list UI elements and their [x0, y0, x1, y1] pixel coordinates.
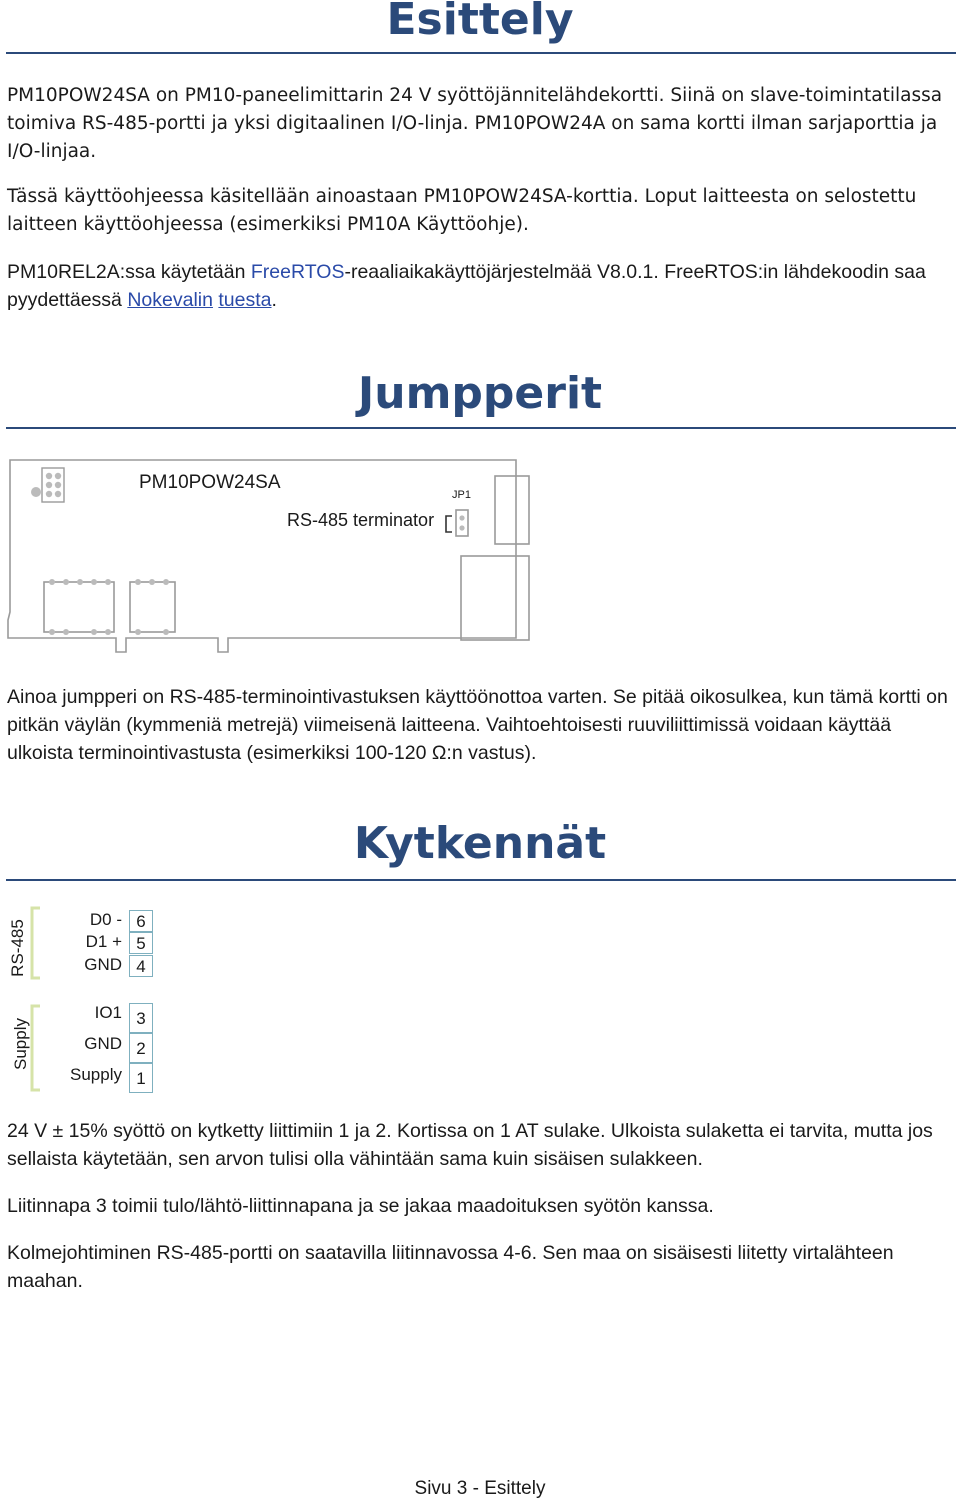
- intro-paragraph-3: [7, 258, 952, 314]
- board-name: PM10POW24SA: [139, 472, 281, 493]
- support-link[interactable]: tuesta: [218, 289, 272, 311]
- jumper-label: RS-485 terminator: [287, 510, 435, 530]
- pin-name-1: Supply: [70, 1065, 122, 1084]
- section-divider: [6, 52, 956, 54]
- pin-number-6: 6: [129, 910, 153, 932]
- connector-block-upper: [495, 476, 529, 544]
- connections-paragraph-1: 24 V ± 15% syöttö on kytketty liittimiin 1 ja 2. Kortissa on 1 AT sulake. Ulkoista sulaketta ei tarvita, mutta jos sellaista käytetään, sen arvon tulisi olla vähintään sama kuin sisäisen sulakkeen.: [7, 1120, 933, 1170]
- group-label-rs485: RS-485: [8, 919, 27, 977]
- pin-number-1: 1: [129, 1063, 153, 1093]
- page-footer: Sivu 3 - Esittely: [414, 1478, 546, 1499]
- jumper-jp1: [456, 510, 468, 536]
- section-divider: [6, 427, 956, 429]
- jumper-bracket: [446, 516, 452, 532]
- connector-block-lower: [461, 556, 529, 640]
- intro-p3-text-a: PM10REL2A:ssa käytetään: [7, 261, 251, 283]
- intro-paragraph-2: Tässä käyttöohjeessa käsitellään ainoastaan PM10POW24SA-korttia. Loput laitteesta on selostettu laitteen käyttöohjeessa (esimerkiksi PM10A Käyttöohje).: [7, 186, 917, 235]
- connections-paragraph-3: Kolmejohtiminen RS-485-portti on saatavilla liitinnavossa 4-6. Sen maa on sisäisesti liitetty virtalähteen maahan.: [7, 1242, 894, 1292]
- pin-name-2: GND: [84, 1034, 122, 1053]
- section-divider: [6, 879, 956, 881]
- intro-paragraph-1: PM10POW24SA on PM10-paneelimittarin 24 V syöttöjännitelähdekortti. Siinä on slave-toimintatilassa toimiva RS-485-portti ja yksi digitaalinen I/O-linja. PM10POW24A on sama kortti ilman sarjaporttia ja I/O-linjaa.: [7, 85, 943, 162]
- section-title-jumpers: Jumpperit: [357, 368, 603, 419]
- intro-p3-text-b: -reaaliaikakäyttöjärjestelmää V8.0.1. FreeRTOS:in lähdekoodin saa pyydettäessä: [7, 261, 926, 311]
- intro-p3-end: .: [271, 289, 277, 311]
- jumper-id: JP1: [452, 489, 471, 501]
- jumpers-paragraph: Ainoa jumpperi on RS-485-terminointivastuksen käyttöönottoa varten. Se pitää oikosulkea, kun tämä kortti on pitkän väylän (kymmeniä metrejä) viimeisenä laitteena. Vaihtoehtoisesti ruuviliittimissä voidaan käyttää ulkoista terminointivastusta (esimerkiksi 100-120 Ω:n vastus).: [7, 686, 948, 764]
- pin-number-3: 3: [129, 1003, 153, 1033]
- pin-name-6: D0 -: [89, 910, 122, 929]
- group-label-supply: Supply: [11, 1018, 30, 1070]
- relay-1: [44, 582, 114, 632]
- freertos-link[interactable]: FreeRTOS: [250, 261, 345, 283]
- section-title-connections: Kytkennät: [353, 818, 607, 869]
- pin-name-5: D1 +: [85, 932, 122, 951]
- section-title-intro: Esittely: [386, 0, 574, 45]
- relay-2: [130, 582, 175, 632]
- connections-paragraph-2: Liitinnapa 3 toimii tulo/lähtö-liittinnapana ja se jakaa maadoituksen syötön kanssa.: [7, 1195, 714, 1217]
- pin-name-4: GND: [84, 955, 122, 974]
- pin-number-2: 2: [129, 1033, 153, 1063]
- pin-number-4: 4: [129, 955, 153, 977]
- nokeval-link[interactable]: Nokevalin: [127, 289, 213, 311]
- pin-name-3: IO1: [94, 1003, 122, 1022]
- pin-number-5: 5: [129, 932, 153, 954]
